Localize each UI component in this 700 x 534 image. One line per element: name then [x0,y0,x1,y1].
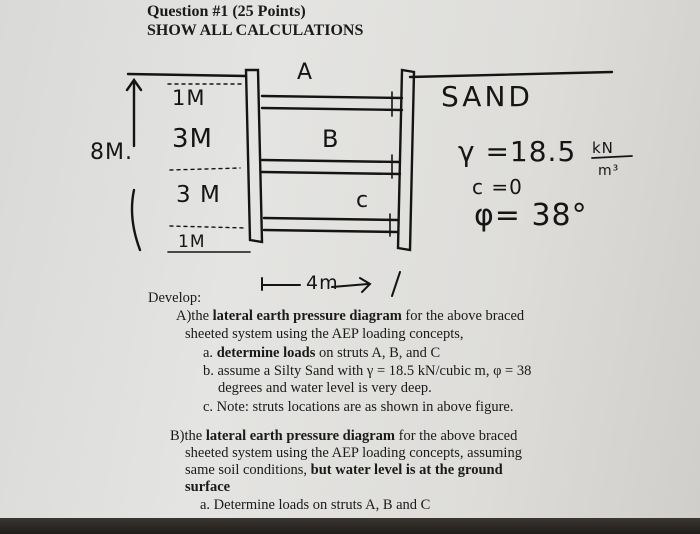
soil-type-label: SAND [441,80,533,113]
part-a-item-a: a. determine loads on struts A, B, and C [203,345,441,361]
part-a-line1: A)the lateral earth pressure diagram for the above braced [176,308,525,324]
depth-segment-bottom: 1M [178,232,206,252]
strut-a-label: A [297,60,314,85]
ground-line-left [128,74,246,76]
unit-weight-unit-top: kN [592,139,614,157]
total-depth-label: 8M. [90,140,133,165]
friction-angle-label: φ= 38° [474,198,588,233]
unit-weight-unit-bottom: m³ [598,163,620,179]
part-a-item-c: c. Note: struts locations are as shown in above figure. [203,399,514,415]
strut-c-label: c [356,188,370,213]
left-sheet-pile [246,70,262,242]
strut-b-label: B [322,125,340,153]
depth-segment-upper: 3M [172,124,213,154]
unit-weight-label: γ =18.5 [458,135,577,168]
part-b-line1: B)the lateral earth pressure diagram for the above braced [170,428,518,444]
cohesion-label: c =0 [472,175,523,199]
wale-marks [390,92,392,236]
tick-mid [170,168,240,170]
width-arrow-right [332,272,400,296]
part-b-item-a: a. Determine loads on struts A, B and C [200,497,431,513]
strut-c [264,218,398,232]
depth-segment-top: 1M [172,86,206,110]
part-a-line2: sheeted system using the AEP loading concepts, [185,326,464,342]
question-title: Question #1 (25 Points) [147,3,306,20]
width-arrow-left [262,278,300,290]
part-a-item-b-cont: degrees and water level is very deep. [218,380,432,396]
part-b-line2: sheeted system using the AEP loading concepts, assuming [185,445,522,461]
strut-b [262,160,400,174]
tick-low [170,226,246,228]
depth-line-bottom [132,190,140,250]
excavation-width-label: 4m [306,272,339,294]
part-b-line4: surface [185,479,231,495]
question-subtitle: SHOW ALL CALCULATIONS [147,22,364,39]
strut-a [262,96,402,110]
part-a-item-b: b. assume a Silty Sand with γ = 18.5 kN/cubic m, φ = 38 [203,363,532,379]
develop-label: Develop: [148,290,202,306]
ground-line-right [410,72,612,77]
depth-segment-lower: 3 M [176,182,221,208]
part-b-line3: same soil conditions, but water level is at the ground [185,462,503,478]
